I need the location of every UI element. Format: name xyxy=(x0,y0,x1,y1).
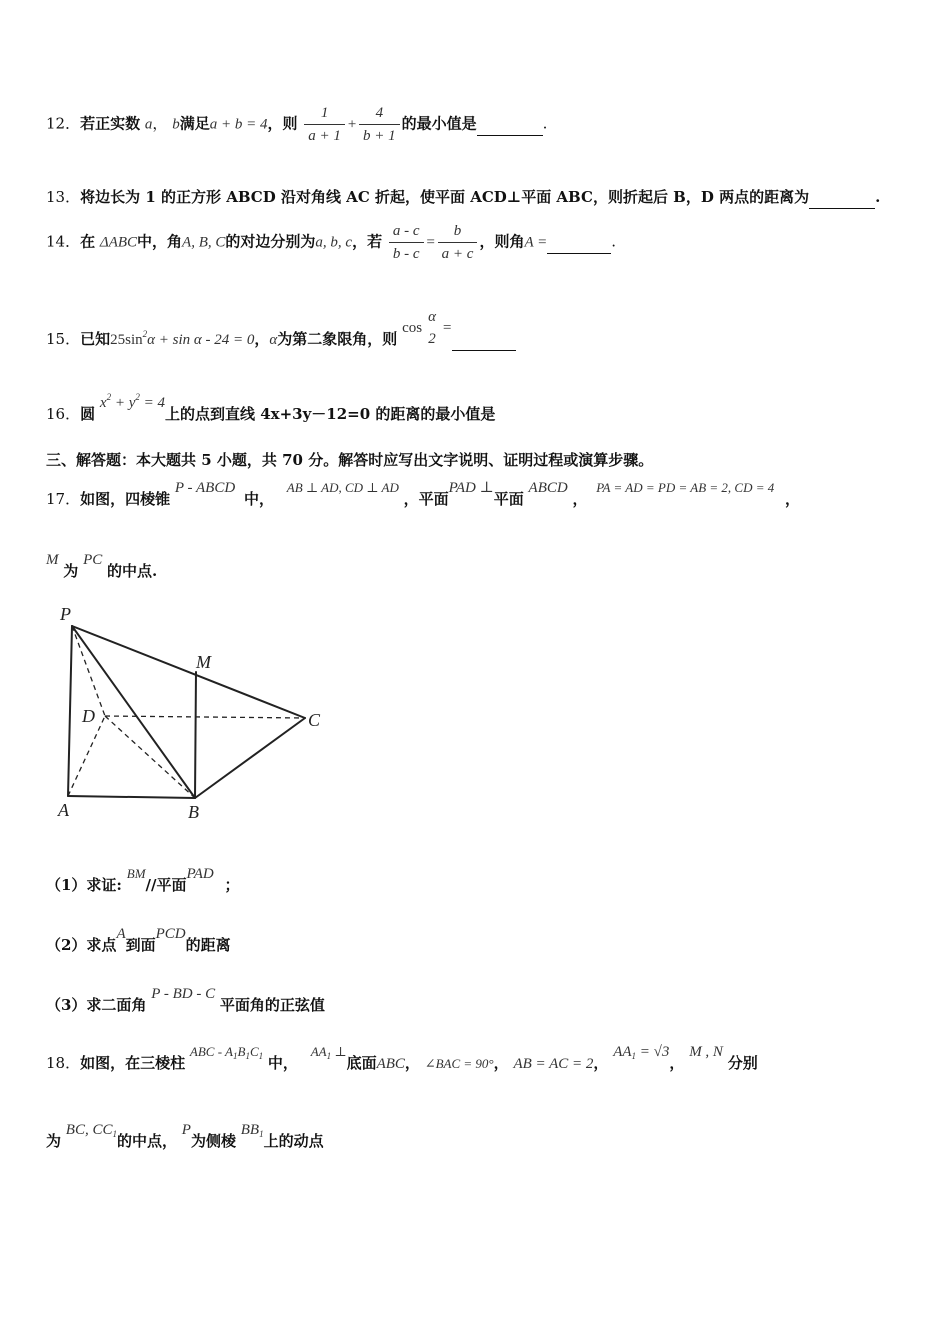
q17-part-2: （2）求点A到面PCD的距离 xyxy=(46,926,231,954)
q17-part-3: （3）求二面角 P - BD - C 平面角的正弦值 xyxy=(46,986,325,1014)
q12-number: 12． xyxy=(46,114,81,133)
fraction-2: $\frac{b}{a + c}$ xyxy=(438,220,478,265)
question-16: 16．圆 $x^2 + y^2 = 4$上的点到直线 4x+3y－12=0 的距离的最小值是 xyxy=(46,392,496,423)
fraction-1: $\frac{a - c}{b - c}$ xyxy=(389,220,424,265)
fraction-2: $\frac{4}{b + 1}$ xyxy=(359,102,400,147)
question-12: 12．若正实数 a， b满足a + b = 4，则 $\frac{1}{a + 1}$ + $\frac{4}{b + 1}$ 的最小值是 . xyxy=(46,102,547,147)
edge-AD xyxy=(68,716,105,796)
prism-name: ABC - $A_1B_1C_1$ xyxy=(189,1044,264,1061)
question-17: 17．如图，四棱锥 P - ABCD 中， AB ⊥ AD, CD ⊥ AD ，平面PAD ⊥平面 ABCD ， PA = AD = PD = AB = 2, CD = 4 ， xyxy=(46,480,801,508)
pyramid-figure xyxy=(50,600,340,830)
edge-PC xyxy=(72,626,305,718)
label-C: C xyxy=(308,710,321,730)
question-18-cont: 为 BC, $CC_1$的中点， P为侧棱 $BB_1$上的动点 xyxy=(46,1122,324,1150)
label-B: B xyxy=(188,802,199,822)
label-P: P xyxy=(60,604,71,624)
question-15: 15．已知$25\sin^2\alpha + \sin \alpha - 24 = 0$，α为第二象限角，则 cos α 2 = xyxy=(46,306,516,351)
edge-PD xyxy=(72,626,105,716)
q17-part-1: （1）求证: BM//平面PAD ； xyxy=(46,866,240,894)
answer-blank xyxy=(547,235,611,254)
question-17-cont: M 为 PC 的中点. xyxy=(46,552,158,580)
edge-PA xyxy=(68,626,72,796)
edge-AB xyxy=(68,796,195,798)
edge-DB xyxy=(105,716,195,798)
circle-equation: $x^2 + y^2 = 4$ xyxy=(99,392,165,411)
label-D: D xyxy=(82,706,95,726)
answer-blank xyxy=(452,332,516,351)
section-3-heading: 三、解答题：本大题共 5 小题，共 70 分。解答时应写出文字说明、证明过程或演算步骤。 xyxy=(46,451,654,469)
question-14: 14．在 ΔABC中，角A, B, C的对边分别为a, b, c，若 $\frac{a - c}{b - c}$ = $\frac{b}{a + c}$ ，则角A = . xyxy=(46,220,616,265)
fraction-1: $\frac{1}{a + 1}$ xyxy=(304,102,345,147)
question-13: 13．将边长为 1 的正方形 ABCD 沿对角线 AC 折起，使平面 ACD⊥平面 ABC，则折起后 B，D 两点的距离为 . xyxy=(46,186,880,209)
edge-DC xyxy=(105,716,305,718)
fraction-half-alpha: α 2 xyxy=(428,309,436,347)
edge-BC xyxy=(195,718,305,798)
answer-blank xyxy=(477,117,543,136)
label-A: A xyxy=(58,800,69,820)
label-M: M xyxy=(196,652,211,672)
question-18: 18．如图，在三棱柱 ABC - $A_1B_1C_1$ 中， $AA_1$ ⊥底面ABC， ∠BAC = 90°， AB = AC = 2， $AA_1 = √3$， M , N 分别 xyxy=(46,1044,758,1072)
answer-blank xyxy=(809,190,875,209)
segment-BM xyxy=(195,672,196,798)
